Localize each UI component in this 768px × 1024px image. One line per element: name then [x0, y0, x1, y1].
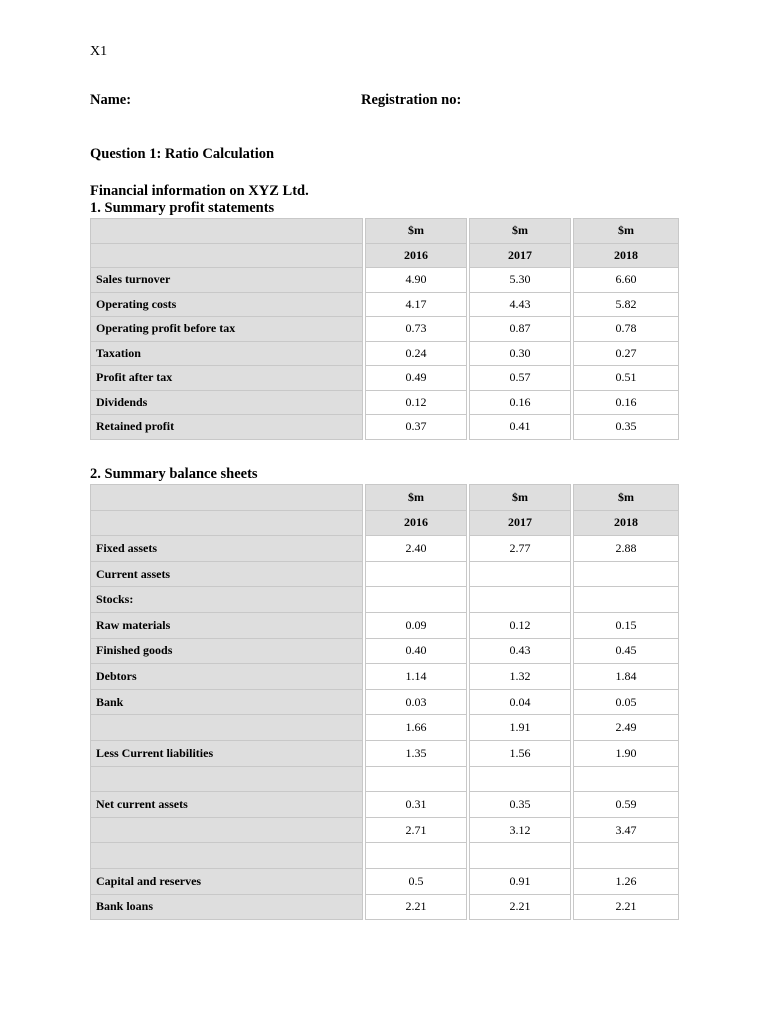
row-label: Stocks: [91, 587, 363, 613]
table-row [91, 715, 679, 741]
row-label: Taxation [91, 341, 363, 366]
profit-statements-heading: 1. Summary profit statements [90, 200, 275, 216]
table-row [91, 561, 679, 587]
value-cell: 0.57 [470, 366, 571, 391]
value-cell [470, 766, 571, 792]
value-cell: 1.90 [574, 740, 679, 766]
unit-header-cell: $m [366, 485, 467, 511]
value-cell: 2.71 [366, 817, 467, 843]
value-cell [574, 587, 679, 613]
value-cell: 0.35 [574, 415, 679, 440]
value-cell [366, 561, 467, 587]
header-blank-cell [91, 219, 363, 244]
value-cell: 4.17 [366, 292, 467, 317]
unit-row [91, 485, 679, 511]
row-label: Retained profit [91, 415, 363, 440]
unit-header-cell: $m [366, 219, 467, 244]
value-cell: 2.77 [470, 536, 571, 562]
row-label: Net current assets [91, 792, 363, 818]
name-label: Name: [90, 92, 132, 108]
value-cell: 2.49 [574, 715, 679, 741]
value-cell: 2.21 [470, 894, 571, 920]
row-label: Operating profit before tax [91, 317, 363, 342]
value-cell: 2.88 [574, 536, 679, 562]
registration-label: Registration no: [361, 92, 462, 108]
table-row [91, 292, 679, 317]
table-row [91, 843, 679, 869]
year-header-cell: 2017 [470, 510, 571, 536]
row-label: Fixed assets [91, 536, 363, 562]
table-row [91, 612, 679, 638]
value-cell: 0.45 [574, 638, 679, 664]
value-cell: 0.91 [470, 868, 571, 894]
value-cell: 0.37 [366, 415, 467, 440]
value-cell: 4.90 [366, 268, 467, 293]
value-cell: 1.84 [574, 664, 679, 690]
value-cell: 0.16 [470, 390, 571, 415]
document-code: X1 [90, 44, 108, 59]
row-label: Bank loans [91, 894, 363, 920]
value-cell [574, 766, 679, 792]
profit-statements-table [90, 218, 679, 440]
row-label: Capital and reserves [91, 868, 363, 894]
year-row [91, 243, 679, 268]
header-blank-cell [91, 243, 363, 268]
value-cell: 0.43 [470, 638, 571, 664]
value-cell: 6.60 [574, 268, 679, 293]
value-cell: 0.04 [470, 689, 571, 715]
value-cell: 0.49 [366, 366, 467, 391]
value-cell: 0.5 [366, 868, 467, 894]
value-cell: 0.12 [366, 390, 467, 415]
table-row [91, 390, 679, 415]
value-cell: 1.14 [366, 664, 467, 690]
unit-header-cell: $m [574, 485, 679, 511]
value-cell: 1.91 [470, 715, 571, 741]
value-cell: 0.12 [470, 612, 571, 638]
value-cell: 0.27 [574, 341, 679, 366]
table-row [91, 415, 679, 440]
value-cell [470, 587, 571, 613]
row-label: Profit after tax [91, 366, 363, 391]
value-cell: 0.41 [470, 415, 571, 440]
row-label: Finished goods [91, 638, 363, 664]
unit-row [91, 219, 679, 244]
value-cell: 5.30 [470, 268, 571, 293]
table-row [91, 740, 679, 766]
question-title: Question 1: Ratio Calculation [90, 146, 275, 162]
table-row [91, 792, 679, 818]
value-cell: 0.09 [366, 612, 467, 638]
value-cell [470, 561, 571, 587]
balance-sheets-heading: 2. Summary balance sheets [90, 466, 258, 482]
unit-header-cell: $m [470, 219, 571, 244]
value-cell: 1.66 [366, 715, 467, 741]
row-label: Dividends [91, 390, 363, 415]
value-cell: 0.31 [366, 792, 467, 818]
row-label: Less Current liabilities [91, 740, 363, 766]
value-cell: 2.21 [366, 894, 467, 920]
value-cell [574, 843, 679, 869]
value-cell: 0.51 [574, 366, 679, 391]
value-cell [366, 587, 467, 613]
table-row [91, 868, 679, 894]
value-cell: 0.30 [470, 341, 571, 366]
table-row [91, 689, 679, 715]
row-label [91, 766, 363, 792]
value-cell: 3.47 [574, 817, 679, 843]
row-label [91, 843, 363, 869]
value-cell: 1.32 [470, 664, 571, 690]
value-cell: 5.82 [574, 292, 679, 317]
value-cell [366, 766, 467, 792]
year-header-cell: 2018 [574, 243, 679, 268]
value-cell: 0.78 [574, 317, 679, 342]
header-blank-cell [91, 510, 363, 536]
row-label [91, 817, 363, 843]
table-row [91, 587, 679, 613]
year-header-cell: 2017 [470, 243, 571, 268]
financial-info-heading: Financial information on XYZ Ltd. [90, 183, 309, 199]
table-row [91, 366, 679, 391]
table-row [91, 341, 679, 366]
value-cell: 1.26 [574, 868, 679, 894]
value-cell: 0.87 [470, 317, 571, 342]
value-cell: 2.21 [574, 894, 679, 920]
row-label [91, 715, 363, 741]
table-row [91, 766, 679, 792]
value-cell: 0.05 [574, 689, 679, 715]
table-row [91, 817, 679, 843]
unit-header-cell: $m [470, 485, 571, 511]
row-label: Sales turnover [91, 268, 363, 293]
value-cell: 4.43 [470, 292, 571, 317]
year-row [91, 510, 679, 536]
unit-header-cell: $m [574, 219, 679, 244]
header-blank-cell [91, 485, 363, 511]
value-cell: 1.56 [470, 740, 571, 766]
table-row [91, 536, 679, 562]
year-header-cell: 2016 [366, 243, 467, 268]
value-cell: 0.03 [366, 689, 467, 715]
table-row [91, 268, 679, 293]
row-label: Bank [91, 689, 363, 715]
value-cell: 0.73 [366, 317, 467, 342]
value-cell: 2.40 [366, 536, 467, 562]
value-cell: 0.59 [574, 792, 679, 818]
value-cell: 0.24 [366, 341, 467, 366]
value-cell: 0.16 [574, 390, 679, 415]
table-row [91, 894, 679, 920]
value-cell: 0.15 [574, 612, 679, 638]
value-cell [470, 843, 571, 869]
row-label: Operating costs [91, 292, 363, 317]
row-label: Current assets [91, 561, 363, 587]
table-row [91, 638, 679, 664]
value-cell: 0.35 [470, 792, 571, 818]
table-row [91, 664, 679, 690]
year-header-cell: 2018 [574, 510, 679, 536]
row-label: Debtors [91, 664, 363, 690]
value-cell [366, 843, 467, 869]
balance-sheets-table [90, 484, 679, 920]
row-label: Raw materials [91, 612, 363, 638]
value-cell: 1.35 [366, 740, 467, 766]
value-cell: 3.12 [470, 817, 571, 843]
table-row [91, 317, 679, 342]
value-cell: 0.40 [366, 638, 467, 664]
value-cell [574, 561, 679, 587]
year-header-cell: 2016 [366, 510, 467, 536]
